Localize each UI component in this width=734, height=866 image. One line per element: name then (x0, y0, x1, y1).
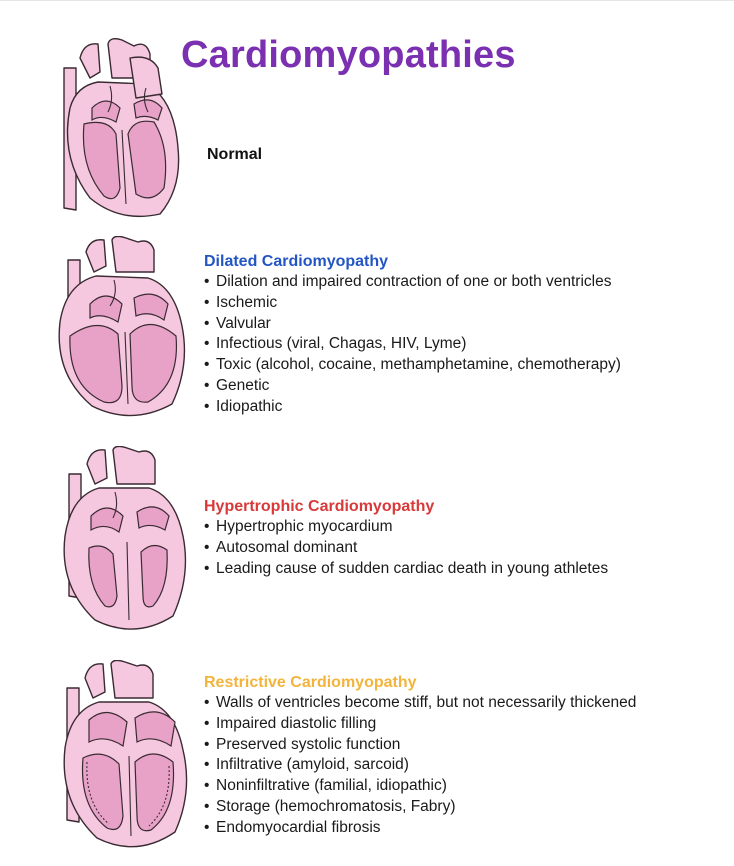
hypertrophic-heading: Hypertrophic Cardiomyopathy (204, 498, 435, 515)
list-item: • Impaired diastolic filling (204, 714, 377, 732)
list-item: • Genetic (204, 376, 270, 394)
hypertrophic-list (204, 517, 608, 579)
dilated-heading: Dilated Cardiomyopathy (204, 253, 389, 270)
hypertrophic-heart-icon (55, 446, 195, 636)
section-hypertrophic (204, 497, 608, 579)
list-item: • Valvular (204, 314, 271, 332)
section-restrictive (204, 673, 636, 839)
list-item: • Storage (hemochromatosis, Fabry) (204, 797, 456, 815)
list-item: • Infiltrative (amyloid, sarcoid) (204, 756, 409, 774)
restrictive-list (204, 693, 636, 839)
list-item: • Noninfiltrative (familial, idiopathic) (204, 777, 447, 795)
dilated-list (204, 272, 621, 418)
list-item: • Idiopathic (204, 397, 283, 415)
list-item: • Preserved systolic function (204, 735, 401, 753)
list-item: • Walls of ventricles become stiff, but not necessarily thickened (204, 694, 637, 711)
list-item: • Toxic (alcohol, cocaine, methamphetamine, chemotherapy) (204, 356, 621, 374)
section-normal (207, 145, 262, 165)
list-item: • Autosomal dominant (204, 538, 358, 556)
top-divider (0, 0, 734, 1)
list-item: • Leading cause of sudden cardiac death in young athletes (204, 559, 609, 577)
section-dilated (204, 252, 621, 418)
restrictive-heart-icon (55, 660, 195, 855)
list-item: • Infectious (viral, Chagas, HIV, Lyme) (204, 335, 467, 353)
normal-heading: Normal (207, 146, 263, 163)
page-title: Cardiomyopathies (181, 34, 516, 76)
list-item: • Dilation and impaired contraction of one or both ventricles (204, 273, 612, 290)
list-item: • Ischemic (204, 293, 278, 311)
normal-heart-icon (50, 38, 190, 223)
list-item: • Endomyocardial fibrosis (204, 818, 381, 836)
dilated-heart-icon (52, 236, 192, 421)
list-item: • Hypertrophic myocardium (204, 518, 393, 535)
restrictive-heading: Restrictive Cardiomyopathy (204, 674, 417, 691)
